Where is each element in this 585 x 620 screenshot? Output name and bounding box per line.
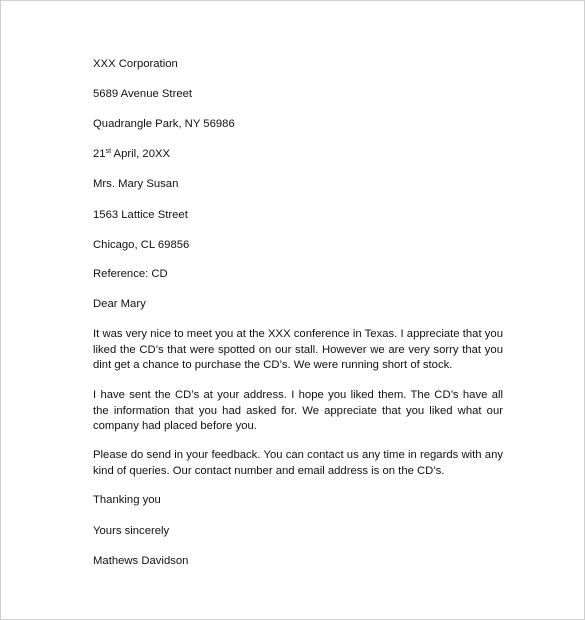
sender-company: XXX Corporation (93, 58, 178, 70)
sender-city: Quadrangle Park, NY 56986 (93, 118, 235, 130)
closing-thanks: Thanking you (93, 494, 161, 506)
date-suffix: st (105, 148, 112, 155)
date-day: 21 (93, 148, 106, 160)
paragraph-text: It was very nice to meet you at the XXX conference in Texas. I appreciate that you liked the CD’s that were spotted on our stall. However we are very sorry that you dint get a chance to purchase the CD’s. We were running short of stock. (93, 328, 503, 371)
letter-date (93, 147, 170, 161)
closing-sign-off: Yours sincerely (93, 525, 170, 537)
recipient-street: 1563 Lattice Street (93, 209, 188, 221)
reference-line: Reference: CD (93, 268, 168, 280)
recipient-city: Chicago, CL 69856 (93, 239, 190, 251)
signature-name: Mathews Davidson (93, 555, 189, 567)
recipient-name: Mrs. Mary Susan (93, 178, 179, 190)
paragraph-text: I have sent the CD’s at your address. I hope you liked them. The CD’s have all the information that you had asked for. We appreciate that you liked what our company had placed before you. (93, 389, 503, 432)
paragraph-text: Please do send in your feedback. You can contact us any time in regards with any kind of queries. Our contact number and email address is on the CD’s. (93, 449, 503, 477)
salutation: Dear Mary (93, 298, 146, 310)
body-paragraph-3 (93, 448, 503, 479)
body-paragraph-2 (93, 388, 503, 435)
sender-street: 5689 Avenue Street (93, 88, 193, 100)
date-rest: April, 20XX (111, 148, 171, 160)
body-paragraph-1 (93, 327, 503, 374)
